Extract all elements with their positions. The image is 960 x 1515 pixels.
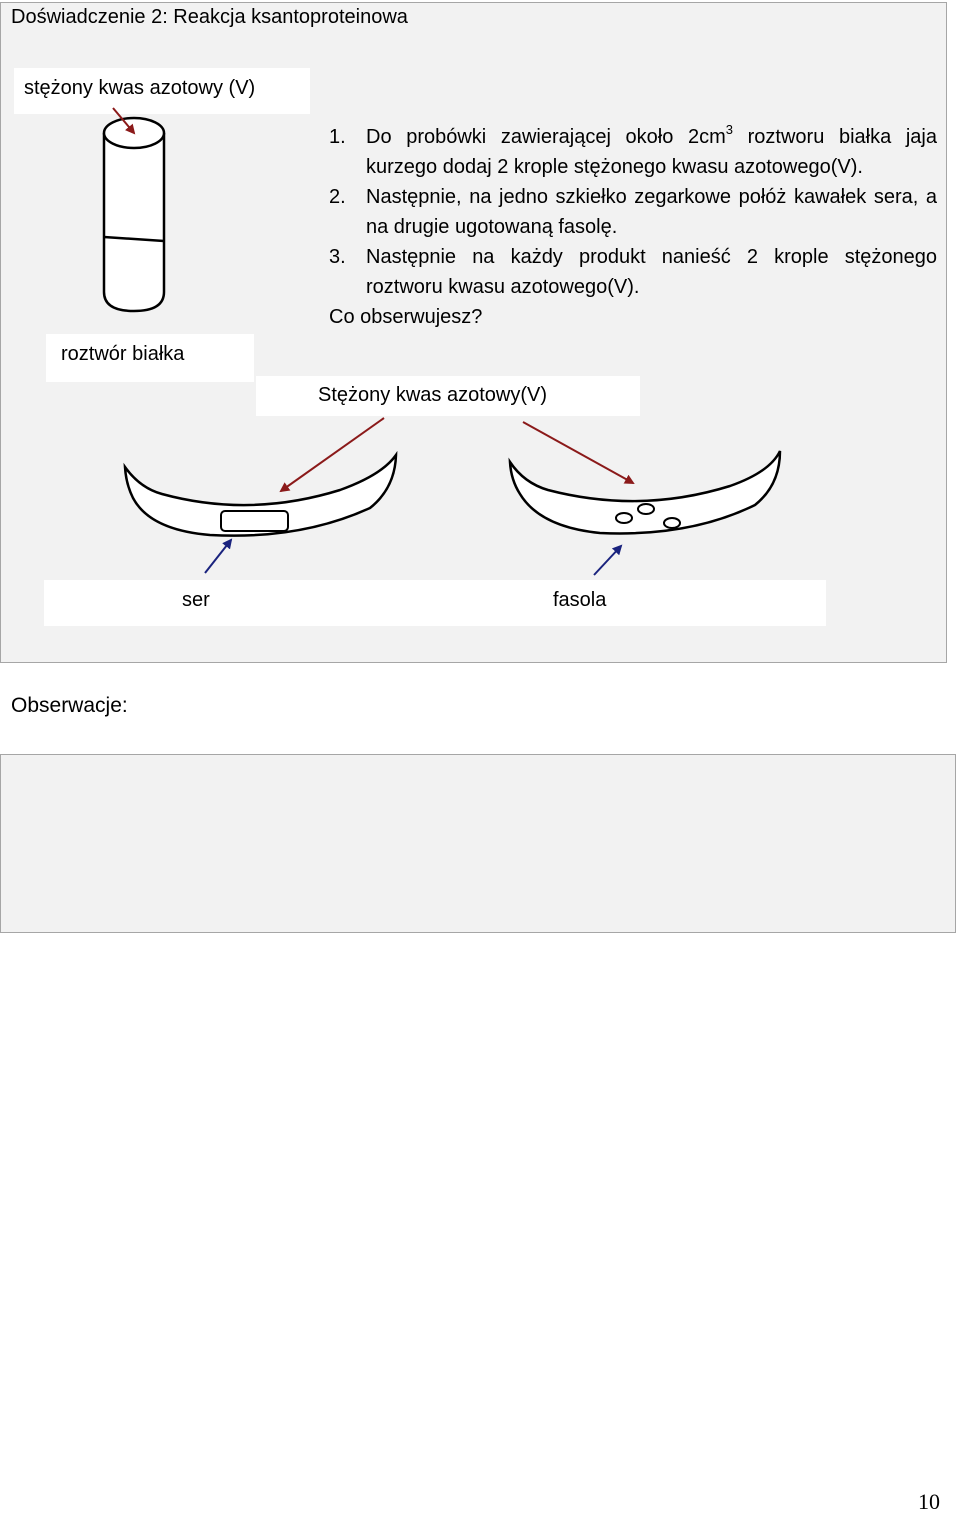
superscript: 3 — [725, 122, 734, 138]
step-number: 3. — [329, 246, 346, 268]
observations-answer-box[interactable] — [0, 754, 956, 933]
acid-label-top: stężony kwas azotowy (V) — [14, 68, 310, 114]
step-text: Do probówki zawierającej około 2cm — [366, 126, 726, 148]
page-number: 10 — [918, 1489, 940, 1514]
experiment-title: Doświadczenie 2: Reakcja ksantoproteinowa — [11, 6, 408, 28]
acid-label-middle: Stężony kwas azotowy(V) — [256, 376, 640, 416]
cheese-label: ser — [182, 589, 210, 611]
step-number: 1. — [329, 126, 346, 148]
observations-label: Obserwacje: — [11, 694, 128, 717]
step-1 — [329, 122, 937, 182]
step-3 — [329, 242, 937, 302]
procedure-steps — [329, 122, 937, 332]
beans-label: fasola — [553, 589, 607, 611]
step-2 — [329, 182, 937, 242]
step-number: 2. — [329, 186, 346, 208]
step-text: Następnie, na jedno szkiełko zegarkowe połóż kawałek sera, a na drugie ugotowaną fasolę. — [366, 186, 937, 238]
protein-solution-label: roztwór białka — [46, 334, 254, 382]
question: Co obserwujesz? — [329, 306, 483, 328]
step-text: Następnie na każdy produkt nanieść 2 krople stężonego roztworu kwasu azotowego(V). — [366, 246, 937, 298]
samples-label-box — [44, 580, 826, 626]
step-text-cont: roztworu białka jaja kurzego dodaj 2 krople stężonego kwasu azotowego(V). — [366, 126, 937, 178]
